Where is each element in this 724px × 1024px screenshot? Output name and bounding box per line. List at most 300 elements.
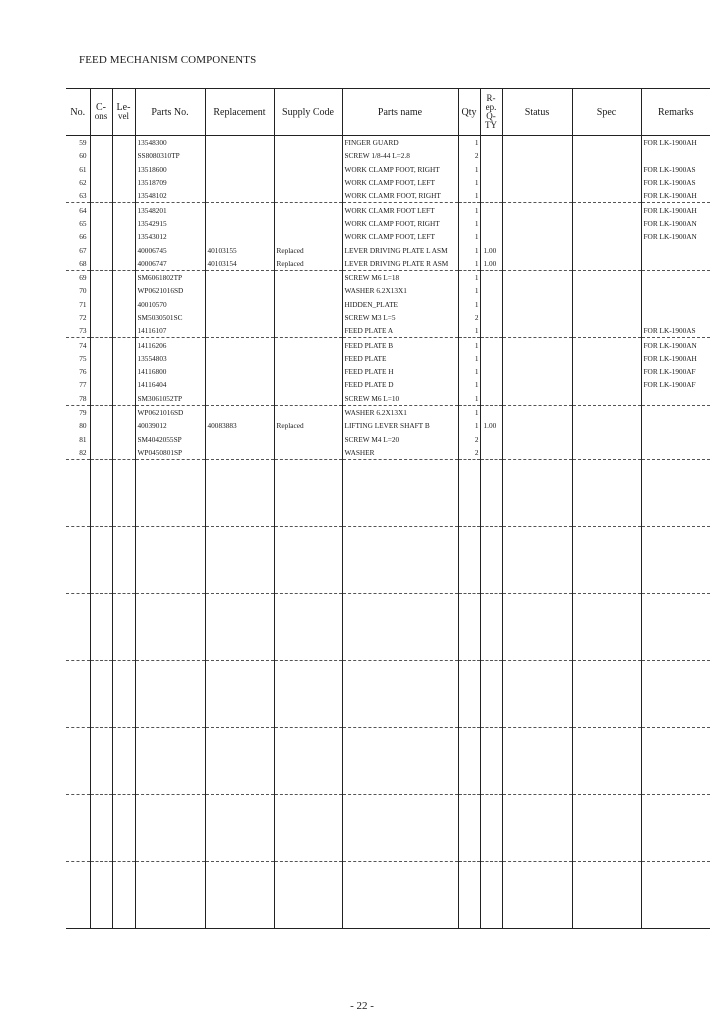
cell-remarks: FOR LK-1900AN xyxy=(641,230,710,243)
cell-status xyxy=(502,270,572,284)
blank-cell xyxy=(205,795,274,862)
cell-supply-code xyxy=(274,298,342,311)
table-row xyxy=(66,217,710,230)
cell-rep-qty: 1.00 xyxy=(480,257,502,271)
blank-cell xyxy=(342,527,458,594)
cell-parts-name: FEED PLATE D xyxy=(342,378,458,391)
cell-supply-code xyxy=(274,324,342,338)
blank-cell xyxy=(66,460,90,527)
cell-qty: 1 xyxy=(458,203,480,217)
blank-cell xyxy=(458,661,480,728)
cell-supply-code xyxy=(274,405,342,419)
cell-replacement: 40103154 xyxy=(205,257,274,271)
cell-status xyxy=(502,419,572,432)
header-qty: Qty xyxy=(458,89,480,136)
blank-cell xyxy=(342,594,458,661)
cell-qty: 1 xyxy=(458,419,480,432)
cell-parts-no: 13543012 xyxy=(135,230,205,243)
blank-cell xyxy=(274,594,342,661)
cell-status xyxy=(502,189,572,203)
cell-level xyxy=(112,311,135,324)
cell-spec xyxy=(572,378,641,391)
cell-remarks xyxy=(641,419,710,432)
parts-body xyxy=(66,136,710,929)
blank-cell xyxy=(90,594,112,661)
cell-parts-no: SS8080310TP xyxy=(135,149,205,162)
blank-cell xyxy=(274,728,342,795)
cell-remarks: FOR LK-1900AH xyxy=(641,352,710,365)
cell-level xyxy=(112,230,135,243)
cell-no: 66 xyxy=(79,232,87,242)
cell-spec xyxy=(572,433,641,446)
cell-status xyxy=(502,338,572,352)
blank-cell xyxy=(641,594,710,661)
cell-parts-name: WORK CLAMP FOOT, RIGHT xyxy=(342,163,458,176)
cell-parts-name: WASHER xyxy=(342,446,458,460)
cell-replacement xyxy=(205,392,274,406)
cell-parts-name: SCREW M6 L=10 xyxy=(342,392,458,406)
cell-replacement xyxy=(205,365,274,378)
cell-qty: 1 xyxy=(458,392,480,406)
cell-cons xyxy=(90,433,112,446)
cell-parts-no: 13548102 xyxy=(135,189,205,203)
cell-level xyxy=(112,163,135,176)
cell-no: 70 xyxy=(79,286,87,296)
cell-qty: 1 xyxy=(458,365,480,378)
cell-replacement xyxy=(205,405,274,419)
cell-status xyxy=(502,433,572,446)
cell-qty: 1 xyxy=(458,338,480,352)
cell-status xyxy=(502,352,572,365)
cell-parts-no: 13518600 xyxy=(135,163,205,176)
cell-spec xyxy=(572,257,641,271)
cell-replacement xyxy=(205,324,274,338)
cell-cons xyxy=(90,270,112,284)
cell-status xyxy=(502,257,572,271)
cell-level xyxy=(112,203,135,217)
cell-cons xyxy=(90,298,112,311)
blank-cell xyxy=(572,728,641,795)
blank-cell xyxy=(342,795,458,862)
cell-level xyxy=(112,284,135,297)
cell-replacement xyxy=(205,189,274,203)
cell-replacement xyxy=(205,352,274,365)
blank-cell xyxy=(112,862,135,929)
cell-supply-code: Replaced xyxy=(274,419,342,432)
cell-supply-code xyxy=(274,392,342,406)
cell-supply-code xyxy=(274,217,342,230)
cell-parts-no: 13548201 xyxy=(135,203,205,217)
cell-remarks xyxy=(641,298,710,311)
blank-row xyxy=(66,728,710,795)
table-row xyxy=(66,243,710,256)
cell-status xyxy=(502,243,572,256)
cell-qty: 1 xyxy=(458,405,480,419)
table-row xyxy=(66,352,710,365)
table-row xyxy=(66,136,710,150)
cell-no: 63 xyxy=(79,191,87,201)
cell-supply-code xyxy=(274,433,342,446)
blank-row xyxy=(66,661,710,728)
page-number: - 22 - xyxy=(350,1000,374,1012)
cell-parts-no: 40006745 xyxy=(135,243,205,256)
blank-cell xyxy=(66,795,90,862)
cell-qty: 1 xyxy=(458,257,480,271)
cell-parts-no: WP0621016SD xyxy=(135,284,205,297)
cell-no: 59 xyxy=(79,138,87,148)
blank-cell xyxy=(135,862,205,929)
cell-supply-code xyxy=(274,163,342,176)
cell-level xyxy=(112,324,135,338)
blank-cell xyxy=(572,460,641,527)
cell-rep-qty xyxy=(480,446,502,460)
cell-status xyxy=(502,446,572,460)
cell-spec xyxy=(572,419,641,432)
cell-replacement xyxy=(205,136,274,150)
cell-rep-qty xyxy=(480,392,502,406)
cell-parts-no: 40006747 xyxy=(135,257,205,271)
cell-parts-name: SCREW 1/8-44 L=2.8 xyxy=(342,149,458,162)
blank-cell xyxy=(480,862,502,929)
cell-parts-name: WASHER 6.2X13X1 xyxy=(342,405,458,419)
cell-parts-name: LEVER DRIVING PLATE R ASM xyxy=(342,257,458,271)
cell-remarks xyxy=(641,243,710,256)
cell-parts-no: 40039012 xyxy=(135,419,205,432)
blank-cell xyxy=(205,460,274,527)
cell-no: 81 xyxy=(79,434,87,444)
cell-supply-code xyxy=(274,230,342,243)
blank-cell xyxy=(66,661,90,728)
cell-spec xyxy=(572,405,641,419)
cell-cons xyxy=(90,243,112,256)
blank-cell xyxy=(480,728,502,795)
table-row xyxy=(66,405,710,419)
cell-cons xyxy=(90,392,112,406)
cell-status xyxy=(502,378,572,391)
blank-cell xyxy=(342,460,458,527)
blank-cell xyxy=(66,728,90,795)
cell-replacement: 40103155 xyxy=(205,243,274,256)
cell-remarks xyxy=(641,446,710,460)
cell-supply-code xyxy=(274,270,342,284)
table-row xyxy=(66,311,710,324)
cell-remarks: FOR LK-1900AH xyxy=(641,136,710,150)
cell-parts-name: WORK CLAMR FOOT, RIGHT xyxy=(342,189,458,203)
cell-cons xyxy=(90,365,112,378)
cell-replacement xyxy=(205,203,274,217)
cell-level xyxy=(112,338,135,352)
cell-status xyxy=(502,298,572,311)
header-remarks: Remarks xyxy=(641,89,710,136)
cell-qty: 2 xyxy=(458,149,480,162)
cell-no: 69 xyxy=(66,270,90,284)
cell-spec xyxy=(572,298,641,311)
blank-row xyxy=(66,460,710,527)
cell-qty: 1 xyxy=(458,284,480,297)
cell-parts-no: 14116206 xyxy=(135,338,205,352)
cell-level xyxy=(112,217,135,230)
cell-parts-no: 13518709 xyxy=(135,176,205,189)
blank-cell xyxy=(458,728,480,795)
blank-cell xyxy=(274,460,342,527)
cell-cons xyxy=(90,176,112,189)
blank-cell xyxy=(90,795,112,862)
cell-spec xyxy=(572,230,641,243)
cell-parts-name: LEVER DRIVING PLATE L ASM xyxy=(342,243,458,256)
cell-spec xyxy=(572,392,641,406)
blank-cell xyxy=(458,527,480,594)
blank-cell xyxy=(205,594,274,661)
cell-parts-no: WP0450801SP xyxy=(135,446,205,460)
cell-parts-name: FEED PLATE A xyxy=(342,324,458,338)
cell-supply-code xyxy=(274,176,342,189)
cell-cons xyxy=(90,189,112,203)
cell-rep-qty xyxy=(480,163,502,176)
cell-no: 73 xyxy=(79,326,87,336)
table-row xyxy=(66,298,710,311)
cell-parts-name: SCREW M3 L=5 xyxy=(342,311,458,324)
cell-remarks xyxy=(641,392,710,406)
cell-level xyxy=(112,136,135,150)
cell-rep-qty xyxy=(480,352,502,365)
cell-status xyxy=(502,365,572,378)
cell-replacement: 40083883 xyxy=(205,419,274,432)
cell-cons xyxy=(90,136,112,150)
cell-parts-name: LIFTING LEVER SHAFT B xyxy=(342,419,458,432)
cell-replacement xyxy=(205,338,274,352)
header-status: Status xyxy=(502,89,572,136)
cell-replacement xyxy=(205,270,274,284)
parts-table xyxy=(66,88,710,929)
blank-cell xyxy=(502,795,572,862)
blank-cell xyxy=(572,862,641,929)
cell-rep-qty: 1.00 xyxy=(480,419,502,432)
blank-cell xyxy=(90,661,112,728)
cell-parts-name: WORK CLAMP FOOT, RIGHT xyxy=(342,217,458,230)
blank-cell xyxy=(66,594,90,661)
cell-rep-qty xyxy=(480,217,502,230)
cell-supply-code xyxy=(274,365,342,378)
blank-cell xyxy=(135,728,205,795)
cell-no: 78 xyxy=(79,393,87,403)
cell-parts-no: 13542915 xyxy=(135,217,205,230)
cell-supply-code xyxy=(274,149,342,162)
cell-remarks xyxy=(641,284,710,297)
blank-cell xyxy=(274,661,342,728)
blank-cell xyxy=(458,795,480,862)
table-row xyxy=(66,149,710,162)
cell-level xyxy=(112,243,135,256)
cell-qty: 1 xyxy=(458,378,480,391)
cell-spec xyxy=(572,176,641,189)
cell-rep-qty xyxy=(480,149,502,162)
blank-cell xyxy=(274,795,342,862)
cell-level xyxy=(112,378,135,391)
cell-parts-name: WORK CLAMP FOOT, LEFT xyxy=(342,176,458,189)
blank-cell xyxy=(112,661,135,728)
table-row xyxy=(66,324,710,338)
cell-parts-name: FEED PLATE H xyxy=(342,365,458,378)
cell-no: 67 xyxy=(79,245,87,255)
cell-spec xyxy=(572,338,641,352)
cell-no: 64 xyxy=(66,203,90,217)
table-row xyxy=(66,433,710,446)
cell-remarks: FOR LK-1900AH xyxy=(641,189,710,203)
cell-rep-qty xyxy=(480,298,502,311)
page-title: FEED MECHANISM COMPONENTS xyxy=(79,54,257,66)
cell-replacement xyxy=(205,433,274,446)
cell-supply-code xyxy=(274,189,342,203)
cell-level xyxy=(112,270,135,284)
cell-status xyxy=(502,405,572,419)
cell-spec xyxy=(572,217,641,230)
cell-supply-code: Replaced xyxy=(274,257,342,271)
table-row xyxy=(66,230,710,243)
cell-qty: 1 xyxy=(458,176,480,189)
cell-rep-qty xyxy=(480,433,502,446)
blank-cell xyxy=(502,527,572,594)
cell-level xyxy=(112,392,135,406)
blank-cell xyxy=(112,594,135,661)
cell-remarks xyxy=(641,433,710,446)
cell-replacement xyxy=(205,311,274,324)
cell-cons xyxy=(90,284,112,297)
cell-supply-code xyxy=(274,136,342,150)
cell-no: 71 xyxy=(79,299,87,309)
cell-parts-name: WASHER 6.2X13X1 xyxy=(342,284,458,297)
cell-remarks: FOR LK-1900AF xyxy=(641,378,710,391)
cell-status xyxy=(502,230,572,243)
header-cons: C- ons xyxy=(90,89,112,136)
cell-supply-code xyxy=(274,338,342,352)
blank-cell xyxy=(572,661,641,728)
cell-spec xyxy=(572,189,641,203)
cell-parts-no: SM4042055SP xyxy=(135,433,205,446)
table-row xyxy=(66,203,710,217)
blank-cell xyxy=(480,594,502,661)
blank-cell xyxy=(274,527,342,594)
cell-supply-code xyxy=(274,446,342,460)
cell-no: 72 xyxy=(79,313,87,322)
cell-remarks xyxy=(641,311,710,324)
cell-rep-qty xyxy=(480,189,502,203)
table-row xyxy=(66,378,710,391)
blank-cell xyxy=(205,862,274,929)
cell-replacement xyxy=(205,284,274,297)
cell-cons xyxy=(90,217,112,230)
blank-row xyxy=(66,795,710,862)
blank-cell xyxy=(480,661,502,728)
cell-qty: 2 xyxy=(458,433,480,446)
blank-row xyxy=(66,594,710,661)
cell-rep-qty xyxy=(480,136,502,150)
blank-cell xyxy=(112,795,135,862)
cell-no: 65 xyxy=(79,218,87,228)
cell-status xyxy=(502,136,572,150)
cell-rep-qty xyxy=(480,230,502,243)
cell-remarks xyxy=(641,257,710,271)
cell-status xyxy=(502,163,572,176)
blank-cell xyxy=(342,661,458,728)
cell-remarks xyxy=(641,149,710,162)
cell-no: 82 xyxy=(79,447,87,457)
header-level: Le- vel xyxy=(112,89,135,136)
blank-cell xyxy=(205,527,274,594)
cell-spec xyxy=(572,284,641,297)
table-row xyxy=(66,163,710,176)
cell-qty: 1 xyxy=(458,243,480,256)
cell-qty: 1 xyxy=(458,136,480,150)
cell-no: 68 xyxy=(79,258,87,268)
blank-cell xyxy=(135,661,205,728)
blank-cell xyxy=(502,862,572,929)
cell-rep-qty xyxy=(480,270,502,284)
cell-supply-code xyxy=(274,352,342,365)
blank-cell xyxy=(205,728,274,795)
cell-rep-qty xyxy=(480,338,502,352)
cell-parts-name: FEED PLATE B xyxy=(342,338,458,352)
cell-remarks: FOR LK-1900AH xyxy=(641,203,710,217)
cell-level xyxy=(112,189,135,203)
header-parts-name: Parts name xyxy=(342,89,458,136)
blank-cell xyxy=(205,661,274,728)
blank-cell xyxy=(572,594,641,661)
cell-cons xyxy=(90,352,112,365)
cell-spec xyxy=(572,311,641,324)
cell-cons xyxy=(90,311,112,324)
table-row xyxy=(66,257,710,271)
cell-no: 60 xyxy=(79,151,87,161)
cell-rep-qty: 1.00 xyxy=(480,243,502,256)
cell-cons xyxy=(90,149,112,162)
cell-qty: 1 xyxy=(458,217,480,230)
blank-cell xyxy=(112,728,135,795)
blank-cell xyxy=(641,728,710,795)
cell-rep-qty xyxy=(480,378,502,391)
table-row xyxy=(66,284,710,297)
cell-status xyxy=(502,284,572,297)
blank-cell xyxy=(135,594,205,661)
table-row xyxy=(66,446,710,460)
blank-cell xyxy=(66,862,90,929)
header-replacement: Replacement xyxy=(205,89,274,136)
blank-cell xyxy=(641,460,710,527)
blank-cell xyxy=(112,527,135,594)
cell-level xyxy=(112,149,135,162)
cell-spec xyxy=(572,446,641,460)
cell-parts-no: 14116404 xyxy=(135,378,205,391)
cell-remarks: FOR LK-1900AN xyxy=(641,217,710,230)
cell-spec xyxy=(572,243,641,256)
blank-cell xyxy=(112,460,135,527)
cell-replacement xyxy=(205,298,274,311)
blank-cell xyxy=(90,460,112,527)
blank-cell xyxy=(342,862,458,929)
cell-rep-qty xyxy=(480,311,502,324)
blank-cell xyxy=(572,795,641,862)
cell-cons xyxy=(90,230,112,243)
cell-cons xyxy=(90,405,112,419)
cell-supply-code xyxy=(274,378,342,391)
blank-cell xyxy=(641,862,710,929)
table-header xyxy=(66,89,710,136)
blank-cell xyxy=(641,795,710,862)
blank-row xyxy=(66,862,710,929)
cell-remarks: FOR LK-1900AS xyxy=(641,176,710,189)
cell-parts-name: WORK CLAMP FOOT, LEFT xyxy=(342,230,458,243)
cell-status xyxy=(502,217,572,230)
cell-supply-code xyxy=(274,311,342,324)
